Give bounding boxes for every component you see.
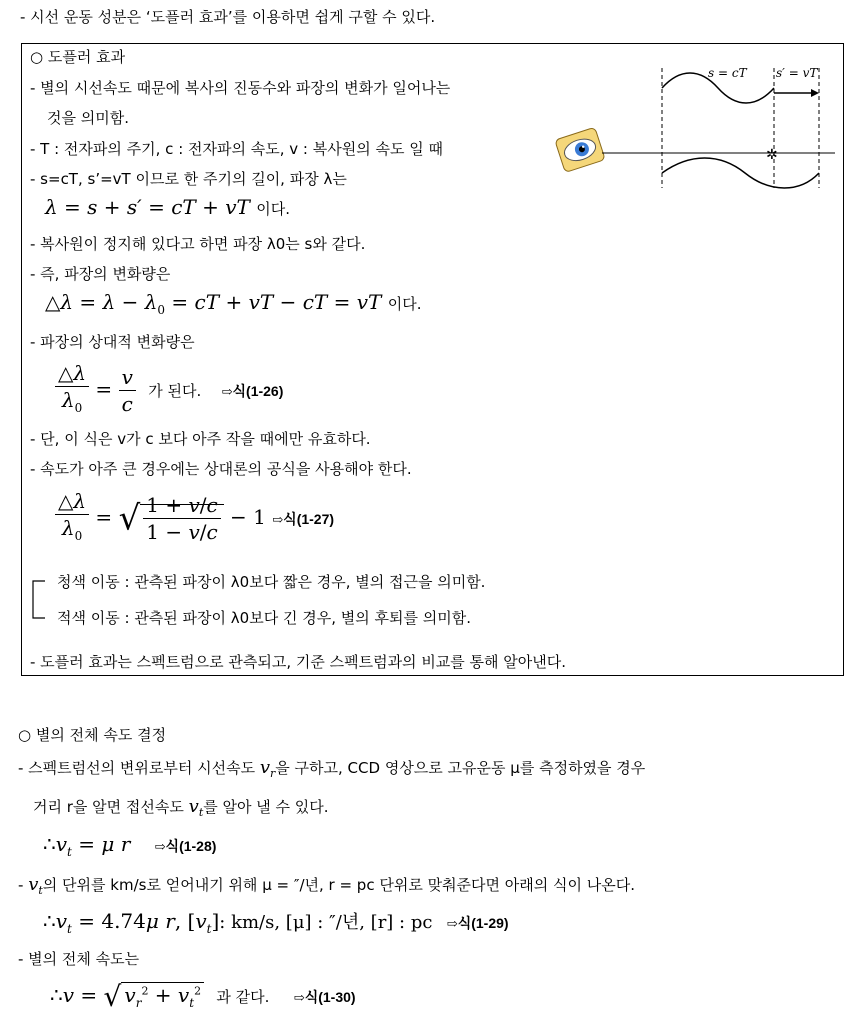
equation-lambda: λ = s + s′ = cT + vT 이다. — [45, 195, 290, 219]
intro-text: - 시선 운동 성분은 ‘도플러 효과’를 이용하면 쉽게 구할 수 있다. — [20, 8, 436, 26]
box-line2: - T : 전자파의 주기, c : 전자파의 속도, v : 복사원의 속도 일 때 — [30, 140, 443, 158]
box-line9: - 도플러 효과는 스펙트럼으로 관측되고, 기준 스펙트럼과의 비교를 통해 알아낸다. — [30, 653, 567, 671]
box-line6: - 파장의 상대적 변화량은 — [30, 333, 195, 351]
section2-line1-pre: - 스펙트럼선의 변위로부터 시선속도 — [18, 759, 256, 777]
equation-delta-lambda: △λ = $\lambda - \lambda_0$ = cT + vT − cT = vT 이다. — [45, 290, 422, 317]
equation-tangential-units: $\therefore v_t = 4.74\mu$ r, $[v_t]$: km/s, [μ] : ″/년, [r] : pc ⇨식(1-29) — [43, 909, 509, 936]
ref-arrow-icon: ⇨ — [154, 840, 166, 855]
eq3-suffix: 가 된다. — [148, 382, 202, 400]
doppler-diagram — [550, 58, 840, 193]
eye-icon — [555, 127, 605, 172]
box-line4: - 복사원이 정지해 있다고 하면 파장 λ0는 s와 같다. — [30, 235, 366, 253]
section2-line2-post: 를 알아 낼 수 있다. — [203, 798, 329, 816]
diagram-label-sprime: s′ = vT — [776, 66, 818, 80]
doppler-title: ○ 도플러 효과 — [30, 48, 126, 66]
eq2-suffix: 이다. — [387, 295, 422, 313]
ref-1-27: 식(1-27) — [283, 511, 335, 527]
box-line1a: - 별의 시선속도 때문에 복사의 진동수와 파장의 변화가 일어나는 — [30, 79, 451, 97]
ref-1-26: 식(1-26) — [232, 383, 284, 399]
equation-relativistic: $\frac{\triangle\lambda}{\lambda_0}$ = √ $\frac{1 + v/c}{1 - v/c}$ − 1 ⇨식(1-27) — [55, 488, 334, 549]
section2-line3-pre: - — [18, 876, 24, 894]
section2-line4: - 별의 전체 속도는 — [18, 950, 140, 968]
box-line5: - 즉, 파장의 변화량은 — [30, 265, 171, 283]
section2-title: ○ 별의 전체 속도 결정 — [18, 726, 167, 744]
eq-1-29-units: : km/s, [μ] : ″/년, [r] : pc — [219, 912, 433, 933]
ref-arrow-icon: ⇨ — [221, 385, 233, 400]
blue-shift-text: 청색 이동 : 관측된 파장이 λ0보다 짧은 경우, 별의 접근을 의미함. — [57, 573, 486, 591]
section2-line1-post: 을 구하고, CCD 영상으로 고유운동 μ를 측정하였을 경우 — [275, 759, 646, 777]
equation-total-velocity: ∴v = √ $v_r^2 + v_t^2$ 과 같다. ⇨식(1-30) — [50, 980, 356, 1013]
equation-relative-change: $\frac{\triangle\lambda}{\lambda_0}$ = $\frac{v}{c}$ 가 된다. ⇨식(1-26) — [55, 360, 283, 421]
box-line7: - 단, 이 식은 v가 c 보다 아주 작을 때에만 유효하다. — [30, 430, 371, 448]
ref-arrow-icon: ⇨ — [293, 991, 305, 1006]
eq-1-30-suffix: 과 같다. — [216, 988, 270, 1006]
diagram-label-s: s = cT — [708, 66, 747, 80]
ref-1-28: 식(1-28) — [165, 838, 217, 854]
section2-line3: - $v_t$의 단위를 km/s로 얻어내기 위해 μ = ″/년, r = pc 단위로 맞춰준다면 아래의 식이 나온다. — [18, 874, 636, 897]
ref-1-29: 식(1-29) — [457, 915, 509, 931]
box-line3: - s=cT, s’=vT 이므로 한 주기의 길이, 파장 λ는 — [30, 170, 347, 188]
red-shift-text: 적색 이동 : 관측된 파장이 λ0보다 긴 경우, 별의 후퇴를 의미함. — [57, 609, 471, 627]
eq1-suffix: 이다. — [256, 200, 290, 218]
section2-line2: 거리 r을 알면 접선속도 $v_t$를 알아 낼 수 있다. — [33, 796, 329, 819]
box-line1b: 것을 의미함. — [47, 109, 129, 127]
ref-arrow-icon: ⇨ — [272, 513, 284, 528]
section2-line2-pre: 거리 r을 알면 접선속도 — [33, 798, 184, 816]
box-line8: - 속도가 아주 큰 경우에는 상대론의 공식을 사용해야 한다. — [30, 460, 412, 478]
ref-arrow-icon: ⇨ — [446, 917, 458, 932]
star-icon: ✲ — [766, 147, 778, 163]
ref-1-30: 식(1-30) — [304, 989, 356, 1005]
section2-line3-post: 의 단위를 km/s로 얻어내기 위해 μ = ″/년, r = pc 단위로 맞춰준다면 아래의 식이 나온다. — [42, 876, 636, 894]
section2-line1: - 스펙트럼선의 변위로부터 시선속도 $v_r$을 구하고, CCD 영상으로 고유운동 μ를 측정하였을 경우 — [18, 757, 646, 780]
equation-tangential: $\therefore v_t = \mu$ r ⇨식(1-28) — [43, 832, 217, 859]
shift-bracket — [28, 578, 58, 622]
